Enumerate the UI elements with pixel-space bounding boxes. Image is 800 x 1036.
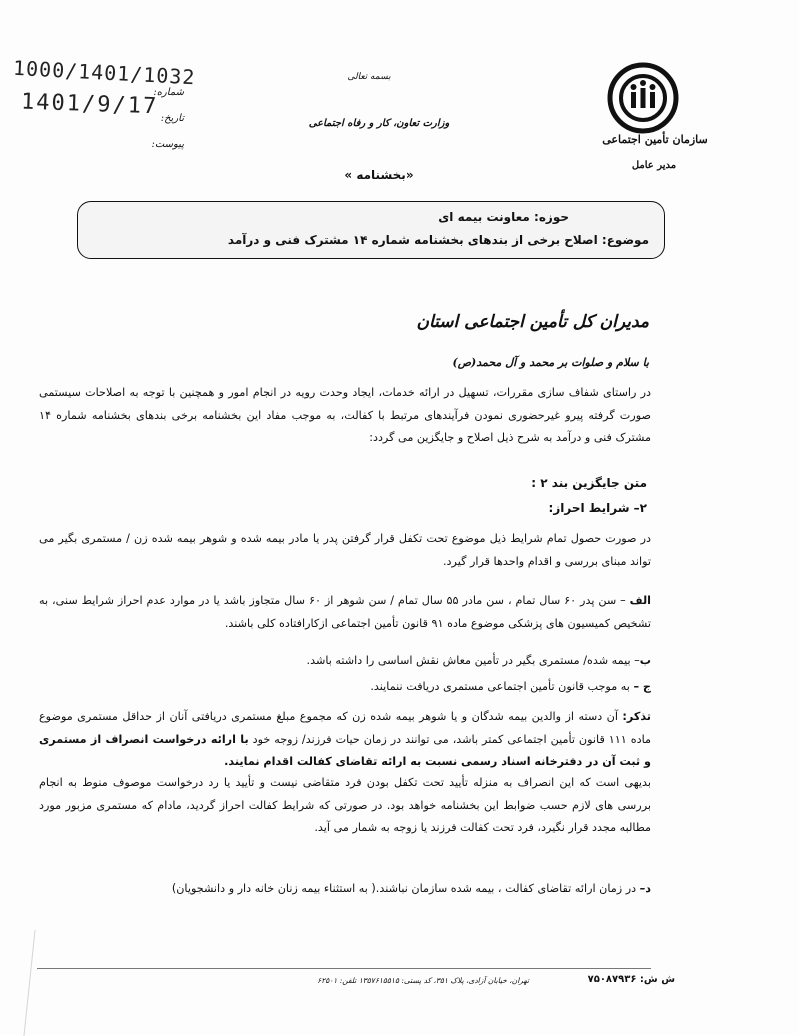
clause-jim [40,676,652,699]
clause-dal-label: د– [640,882,652,895]
subject-topic: موضوع: اصلاح برخی از بندهای بخشنامه شماره ۱۴ مشترک فنی و درآمد [228,233,650,247]
clause-be-label: ب [640,654,652,667]
number-label: شماره: [154,87,185,98]
letter-date: 1401/9/17 [21,89,160,120]
clause-dal-text: در زمان ارائه تقاضای کفالت ، بیمه شده سازمان نباشند.( به استثناء بیمه زنان خانه دار و دانشجویان) [172,882,641,895]
social-security-logo-icon [608,62,680,134]
clause-be-text: – بیمه شده/ مستمری بگیر در تأمین معاش نقش اساسی را داشته باشد. [307,654,641,667]
clause-jim-text: به موجب قانون تأمین اجتماعی مستمری دریافت ننمایند. [371,680,635,693]
clause-jim-label: ج – [634,680,652,693]
clause-alef [40,590,652,635]
clause-alef-label: الف [630,594,653,607]
note-label: تذکر: [623,710,652,723]
clause-dal [40,878,652,901]
addressee: مدیران کل تأمین اجتماعی استان [417,312,650,332]
org-role: مدیر عامل [632,160,678,171]
ministry-name: وزارت تعاون، کار و رفاه اجتماعی [309,118,451,129]
scan-edge [0,930,37,1036]
letter-number: 1000/1401/1032 [13,55,198,90]
footer-address: تهران، خیابان آزادی، پلاک ۳۵۱، کد پستی: ۱۳۵۷۶۱۵۵۱۵ تلفن: ۶۲۵۰۱ [318,976,530,985]
clause-alef-text: – سن پدر ۶۰ سال تمام ، سن مادر ۵۵ سال تمام / سن شوهر از ۶۰ سال متجاوز باشد یا در موارد عدم احراز شرایط سنی، به تشخیص کمیسیون های پزشکی موضوع ماده ۹۱ قانون تأمین اجتماعی ازکارافتاده کلی باشند. [40,594,652,630]
greeting: با سلام و صلوات بر محمد و آل محمد(ص) [453,356,650,369]
conditions-heading: ۲– شرایط احراز: [549,501,648,515]
meta-labels [140,80,185,158]
footer-code: ش ش: ۷۵۰۸۷۹۳۶ [588,974,676,985]
subject-domain: حوزه: معاونت بیمه ای [439,210,570,224]
org-name: سازمان تأمین اجتماعی [603,133,709,146]
note-bold-text: با ارائه درخواست انصراف از مستمری و ثبت آن در دفترخانه اسناد رسمی نسبت به ارائه تقاضای کفالت اقدام نمایند. [40,732,652,769]
circular-title: «بخشنامه » [345,168,415,182]
note-text: آن دسته از والدین بیمه شدگان و یا شوهر بیمه شده زن که مجموع مبلغ مستمری دریافتی آنان از حداقل مستمری موضوع ماده ۱۱۱ قانون تأمین اجتماعی کمتر باشد، می توانند در زمان حیات فرزند/ زوجه خود [40,710,653,746]
note-followup-paragraph: بدیهی است که این انصراف به منزله تأیید تحت تکفل بودن فرد متقاضی نیست و تأیید یا رد درخواست موصوف منوط به انجام بررسی های لازم حسب ضوابط این بخشنامه خواهد بود. در صورتی که شرایط کفالت احراز گردید، مادام که مستمری مزبور مورد مطالبه مجدد قرار نگیرد، فرد تحت کفالت فرزند یا زوجه به شمار می آید. [40,776,652,835]
conditions-paragraph: در صورت حصول تمام شرایط ذیل موضوع تحت تکفل قرار گرفتن پدر یا مادر بیمه شده و شوهر بیمه شده زن / مستمری بگیر می تواند مبنای بررسی و اقدام واحدها قرار گیرد. [40,532,652,568]
intro-paragraph: در راستای شفاف سازی مقررات، تسهیل در ارائه خدمات، ایجاد وحدت رویه در انجام امور و همچنین با توجه به اصلاحات سیستمی صورت گرفته پیرو غیرحضوری نمودن فرآیندهای مرتبط با کفالت، به موجب مفاد این بخشنامه برخی بندهای بخشنامه شماره ۱۴ مشترک فنی و درآمد به شرح ذیل اصلاح و جایگزین می گردد: [40,386,652,445]
replace-heading: متن جایگزین بند ۲ : [532,476,648,490]
date-label: تاریخ: [161,113,185,124]
note-paragraph [40,706,652,774]
clause-be [40,650,652,673]
basmala: بسمه تعالی [348,72,392,82]
footer-divider [38,968,652,969]
attachment-label: پیوست: [152,139,185,150]
